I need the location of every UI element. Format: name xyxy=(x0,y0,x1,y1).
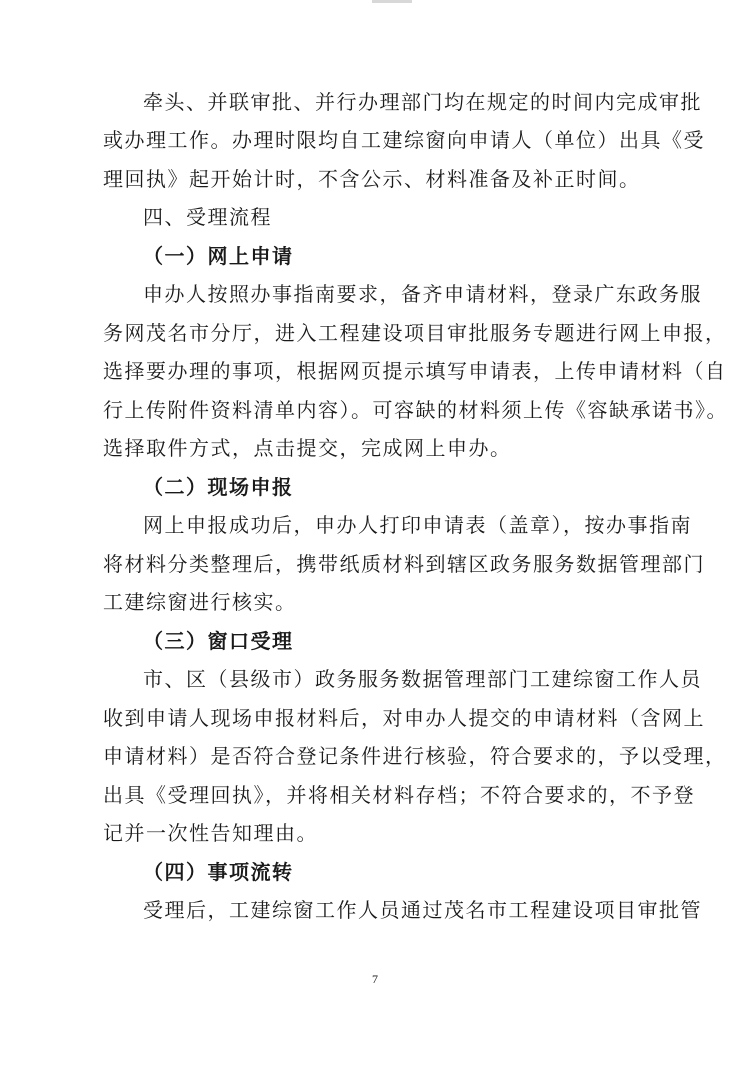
subsection-heading: （四）事项流转 xyxy=(143,860,294,884)
paragraph-line: 选择取件方式，点击提交，完成网上申办。 xyxy=(103,436,512,460)
subsection-heading: （三）窗口受理 xyxy=(143,629,294,653)
paragraph-line: 理回执》起开始计时，不含公示、材料准备及补正时间。 xyxy=(103,167,641,191)
paragraph-line: 务网茂名市分厅，进入工程建设项目审批服务专题进行网上申报， xyxy=(103,321,727,345)
paragraph-line: 受理后，工建综窗工作人员通过茂名市工程建设项目审批管 xyxy=(143,898,702,922)
paragraph-line: 出具《受理回执》，并将相关材料存档；不符合要求的，不予登 xyxy=(103,783,695,807)
paragraph-line: 申请材料）是否符合登记条件进行核验，符合要求的，予以受理， xyxy=(103,744,727,768)
page-number: 7 xyxy=(372,972,378,986)
subsection-heading: （二）现场申报 xyxy=(143,475,294,499)
paragraph-line: 将材料分类整理后，携带纸质材料到辖区政务服务数据管理部门 xyxy=(103,552,705,576)
paragraph-line: 行上传附件资料清单内容）。可容缺的材料须上传《容缺承诺书》。 xyxy=(103,398,728,422)
section-heading: 四、受理流程 xyxy=(143,205,272,229)
paragraph-line: 记并一次性告知理由。 xyxy=(103,821,318,845)
paragraph-line: 市、区（县级市）政务服务数据管理部门工建综窗工作人员 xyxy=(143,667,702,691)
paragraph-line: 网上申报成功后，申办人打印申请表（盖章），按办事指南 xyxy=(143,513,692,537)
paragraph-line: 收到申请人现场申报材料后，对申办人提交的申请材料（含网上 xyxy=(103,706,705,730)
paragraph-line: 选择要办理的事项，根据网页提示填写申请表，上传申请材料（自 xyxy=(103,359,727,383)
paragraph-line: 牵头、并联审批、并行办理部门均在规定的时间内完成审批 xyxy=(143,90,702,114)
paragraph-line: 或办理工作。办理时限均自工建综窗向申请人（单位）出具《受 xyxy=(103,128,705,152)
paragraph-line: 工建综窗进行核实。 xyxy=(103,590,297,614)
scan-mark xyxy=(372,0,412,3)
subsection-heading: （一）网上申请 xyxy=(143,244,294,268)
paragraph-line: 申办人按照办事指南要求，备齐申请材料，登录广东政务服 xyxy=(143,282,702,306)
